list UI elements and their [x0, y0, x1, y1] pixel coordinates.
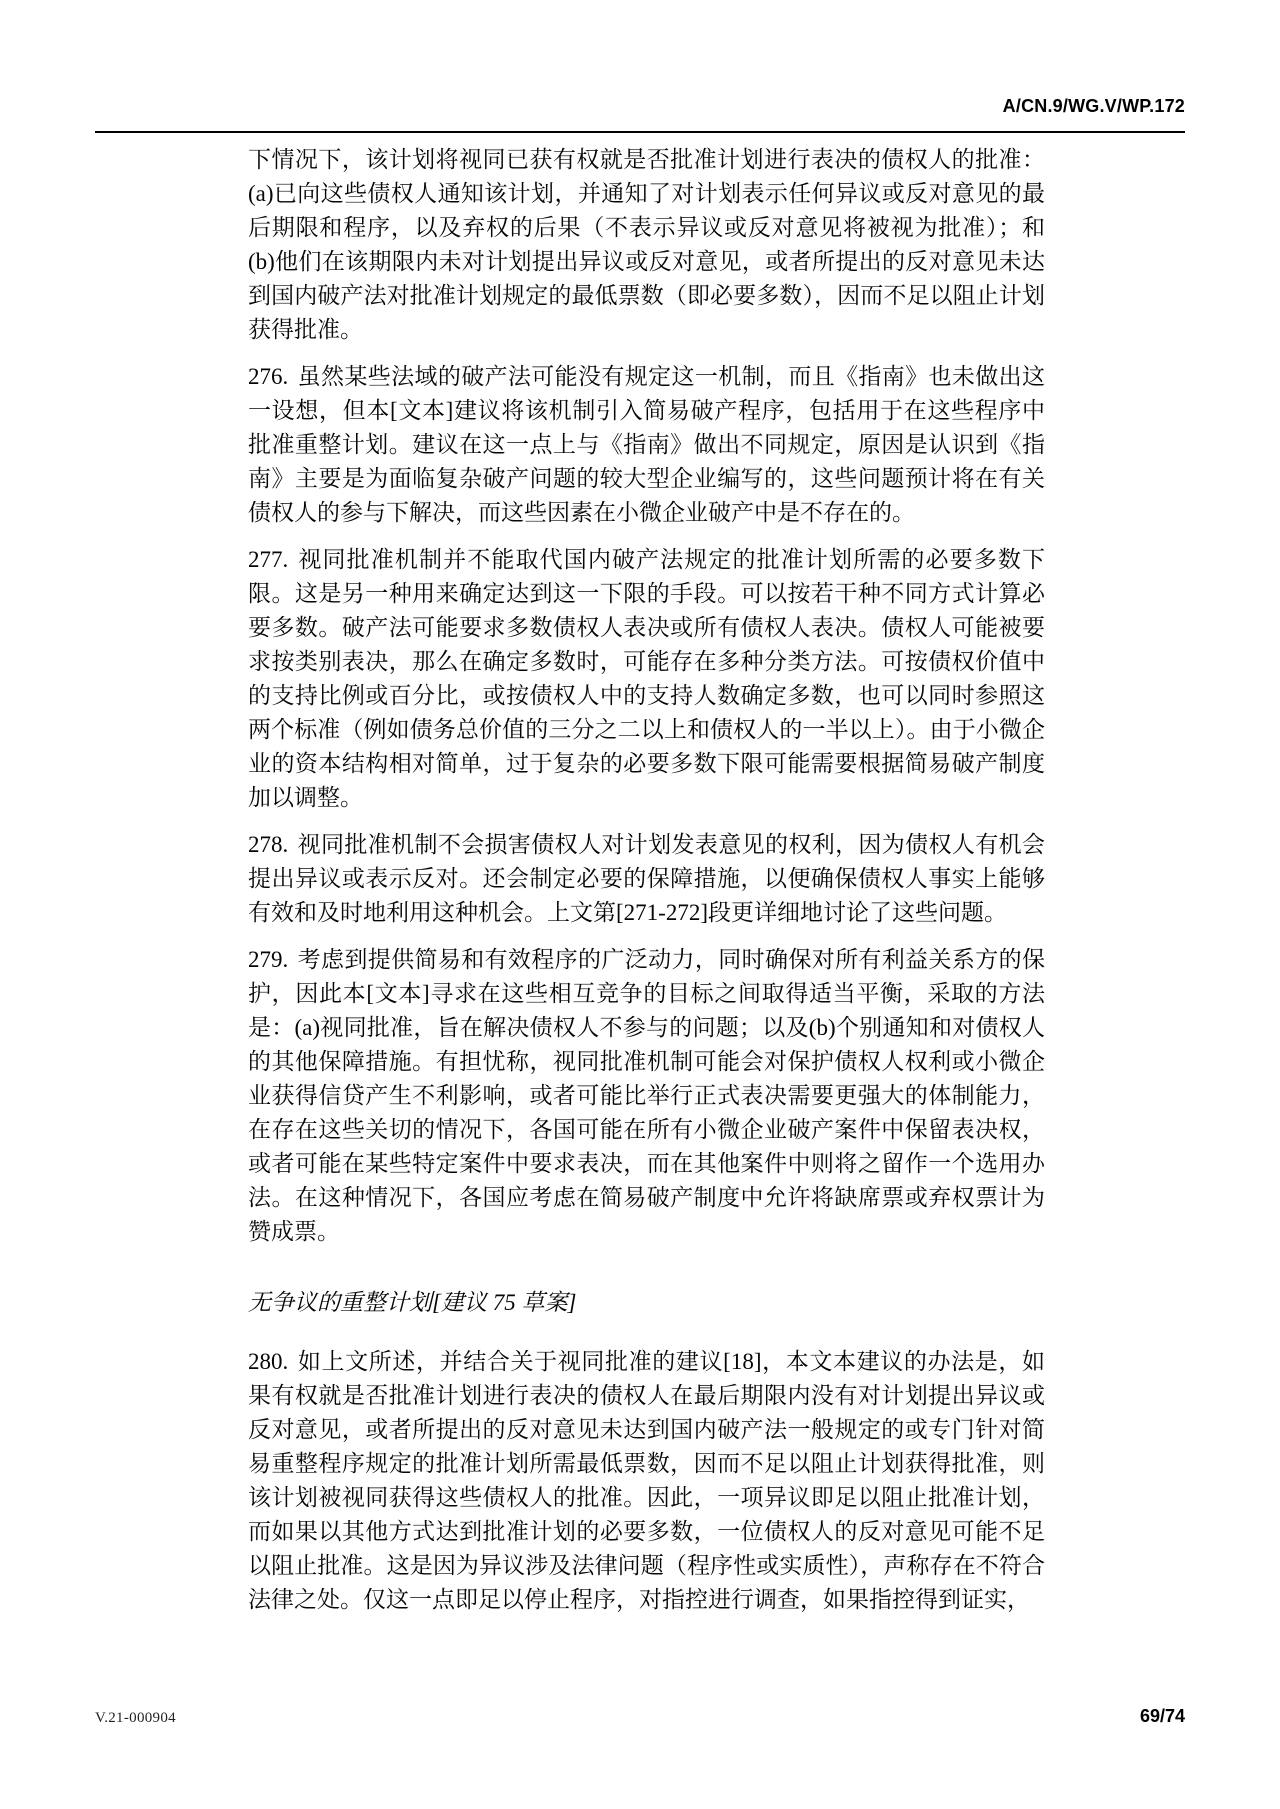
- document-symbol: A/CN.9/WG.V/WP.172: [1002, 96, 1185, 116]
- document-body: [248, 143, 1045, 1630]
- paragraph-277: [248, 543, 1045, 815]
- header-divider: [95, 131, 1185, 133]
- paragraph-text: 下情况下，该计划将视同已获有权就是否批准计划进行表决的债权人的批准：(a)已向这些债权人通知该计划，并通知了对计划表示任何异议或反对意见的最后期限和程序，以及弃权的后果（不表示异议或反对意见将被视为批准）；和(b)他们在该期限内未对计划提出异议或反对意见，或者所提出的反对意见未达到国内破产法对批准计划规定的最低票数（即必要多数），因而不足以阻止计划获得批准。: [248, 147, 1045, 342]
- paragraph-continuation: [248, 143, 1045, 347]
- paragraph-text: 视同批准机制并不能取代国内破产法规定的批准计划所需的必要多数下限。这是另一种用来确定达到这一下限的手段。可以按若干种不同方式计算必要多数。破产法可能要求多数债权人表决或所有债权人表决。债权人可能被要求按类别表决，那么在确定多数时，可能存在多种分类方法。可按债权价值中的支持比例或百分比，或按债权人中的支持人数确定多数，也可以同时参照这两个标准（例如债务总价值的三分之二以上和债权人的一半以上）。由于小微企业的资本结构相对简单，过于复杂的必要多数下限可能需要根据简易破产制度加以调整。: [248, 547, 1045, 810]
- paragraph-number: 279.: [248, 947, 289, 972]
- paragraph-number: 278.: [248, 832, 289, 857]
- paragraph-text: 虽然某些法域的破产法可能没有规定这一机制，而且《指南》也未做出这一设想，但本[文本]建议将该机制引入简易破产程序，包括用于在这些程序中批准重整计划。建议在这一点上与《指南》做出不同规定，原因是认识到《指南》主要是为面临复杂破产问题的较大型企业编写的，这些问题预计将在有关债权人的参与下解决，而这些因素在小微企业破产中是不存在的。: [248, 364, 1045, 525]
- page-footer: [95, 1706, 1185, 1727]
- paragraph-number: 277.: [248, 547, 289, 572]
- paragraph-280: [248, 1345, 1045, 1617]
- paragraph-279: [248, 943, 1045, 1249]
- paragraph-text: 视同批准机制不会损害债权人对计划发表意见的权利，因为债权人有机会提出异议或表示反对。还会制定必要的保障措施，以便确保债权人事实上能够有效和及时地利用这种机会。上文第[271-272]段更详细地讨论了这些问题。: [248, 832, 1045, 925]
- paragraph-text: 如上文所述，并结合关于视同批准的建议[18]，本文本建议的办法是，如果有权就是否批准计划进行表决的债权人在最后期限内没有对计划提出异议或反对意见，或者所提出的反对意见未达到国内破产法一般规定的或专门针对简易重整程序规定的批准计划所需最低票数，因而不足以阻止计划获得批准，则该计划被视同获得这些债权人的批准。因此，一项异议即足以阻止批准计划，而如果以其他方式达到批准计划的必要多数，一位债权人的反对意见可能不足以阻止批准。这是因为异议涉及法律问题（程序性或实质性），声称存在不符合法律之处。仅这一点即足以停止程序，对指控进行调查，如果指控得到证实，: [248, 1349, 1045, 1612]
- paragraph-text: 考虑到提供简易和有效程序的广泛动力，同时确保对所有利益关系方的保护，因此本[文本]寻求在这些相互竞争的目标之间取得适当平衡，采取的方法是：(a)视同批准，旨在解决债权人不参与的问题；以及(b)个别通知和对债权人的其他保障措施。有担忧称，视同批准机制可能会对保护债权人权利或小微企业获得信贷产生不利影响，或者可能比举行正式表决需要更强大的体制能力，在存在这些关切的情况下，各国可能在所有小微企业破产案件中保留表决权，或者可能在某些特定案件中要求表决，而在其他案件中则将之留作一个选用办法。在这种情况下，各国应考虑在简易破产制度中允许将缺席票或弃权票计为赞成票。: [248, 947, 1045, 1244]
- paragraph-278: [248, 828, 1045, 930]
- paragraph-276: [248, 360, 1045, 530]
- paragraph-number: 280.: [248, 1349, 289, 1374]
- paragraph-number: 276.: [248, 364, 289, 389]
- section-heading: 无争议的重整计划[建议 75 草案]: [248, 1290, 577, 1315]
- page-number: 69/74: [1139, 1706, 1185, 1726]
- job-number: V.21-000904: [95, 1710, 176, 1726]
